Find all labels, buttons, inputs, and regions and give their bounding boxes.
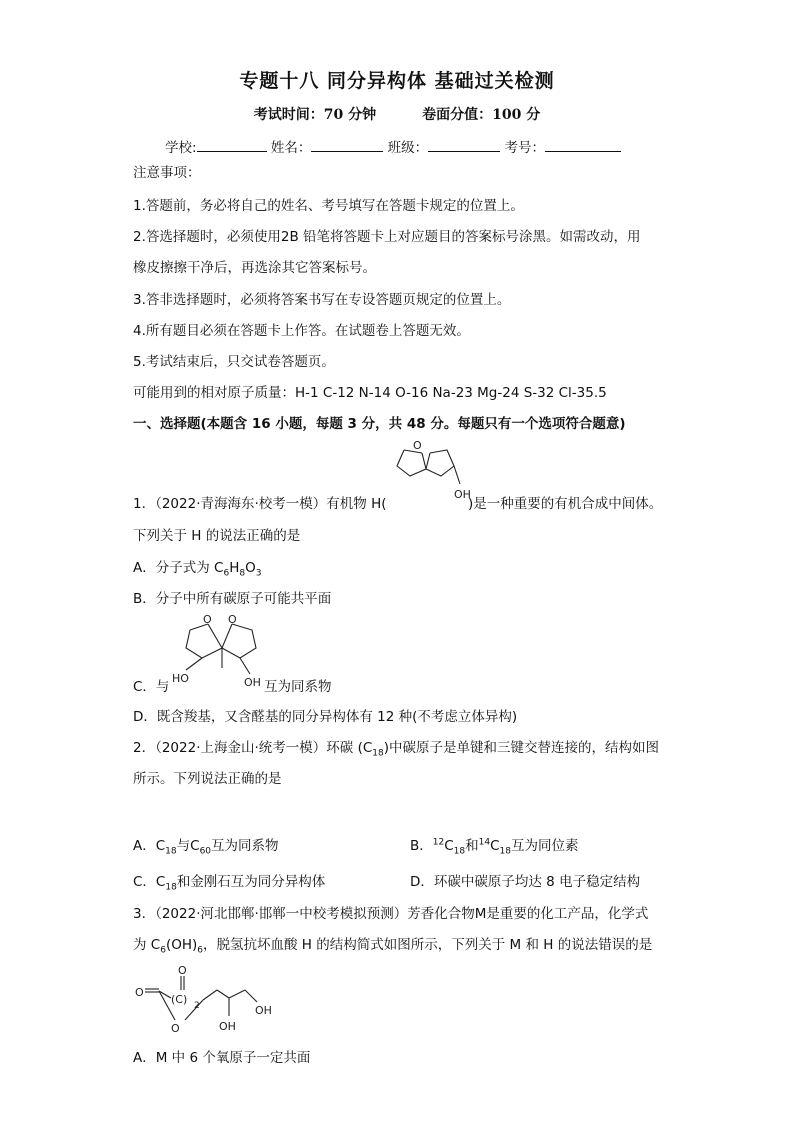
hydroxyl-label: OH xyxy=(255,1004,272,1017)
class-label: 班级： xyxy=(387,140,429,156)
q3-option-a[interactable]: A．M 中 6 个氧原子一定共面 xyxy=(133,1050,311,1066)
q2-option-b[interactable]: B．$^{12}C_{18}$和$^{14}C_{18}$互为同位素 xyxy=(410,837,579,857)
class-blank[interactable] xyxy=(428,139,500,152)
hydroxyl-label: OH xyxy=(219,1020,236,1033)
q2-option-c[interactable]: C．$C_{18}$和金刚石互为同分异构体 xyxy=(133,874,326,893)
exam-score: 卷面分值：100 分 xyxy=(422,107,541,123)
oxygen-label: O xyxy=(203,613,212,626)
school-label: 学校: xyxy=(165,140,197,156)
q2-option-d[interactable]: D．环碳中碳原子均达 8 电子稳定结构 xyxy=(410,874,641,890)
q1-option-b[interactable]: B．分子中所有碳原子可能共平面 xyxy=(133,591,332,607)
oxygen-label: O xyxy=(228,613,237,626)
q3-stem-part1: 3．（2022·河北邯郸·邯郸一中校考模拟预测）芳香化合物M是重要的化工产品，化学式 xyxy=(133,906,649,922)
note-item: 5.考试结束后，只交试卷答题页。 xyxy=(133,354,335,370)
school-blank[interactable] xyxy=(197,139,267,152)
hydroxyl-label: HO xyxy=(172,672,189,685)
hydroxyl-label: OH xyxy=(244,676,261,689)
q1-option-d[interactable]: D．既含羧基，又含醛基的同分异构体有 12 种(不考虑立体异构) xyxy=(133,709,518,725)
note-item: 2.答选择题时，必须使用2B 铅笔将答题卡上对应题目的答案标号涂黑。如需改动，用 xyxy=(133,229,641,245)
notes-heading: 注意事项： xyxy=(133,165,201,181)
q2-option-a[interactable]: A．$C_{18}$与$C_{60}$互为同系物 xyxy=(133,838,279,857)
name-blank[interactable] xyxy=(311,139,383,152)
note-item: 橡皮擦擦干净后，再选涂其它答案标号。 xyxy=(133,260,376,276)
q1-option-c-post: 互为同系物 xyxy=(264,679,332,695)
q3-stem-part2: 为 $C_6(OH)_6$，脱氢抗坏血酸 H 的结构简式如图所示，下列关于 M 和 H 的说法错误的是 xyxy=(133,937,653,956)
page-title: 专题十八 同分异构体 基础过关检测 xyxy=(239,70,555,92)
oxygen-label: O xyxy=(171,1022,180,1035)
q1-stem-part3: 下列关于 H 的说法正确的是 xyxy=(133,528,301,544)
q1-option-c-structure xyxy=(170,610,276,692)
oxygen-label: O xyxy=(413,439,422,452)
oxygen-label: O xyxy=(178,964,187,977)
section-heading: 一、选择题(本题含 16 小题，每题 3 分，共 48 分。每题只有一个选项符合题意) xyxy=(133,416,626,432)
note-item: 3.答非选择题时，必须将答案书写在专设答题页规定的位置上。 xyxy=(133,292,511,308)
exam-meta xyxy=(0,104,794,124)
q1-stem-part2: )是一种重要的有机合成中间体。 xyxy=(468,496,663,512)
c2-subscript: 2 xyxy=(194,1001,200,1011)
number-blank[interactable] xyxy=(545,139,621,152)
q1-option-c-pre[interactable]: C．与 xyxy=(133,679,170,695)
hydroxyl-label: OH xyxy=(454,488,471,501)
q3-structure-h xyxy=(133,960,283,1038)
name-label: 姓名： xyxy=(270,140,312,156)
note-item: 4.所有题目必须在答题卡上作答。在试题卷上答题无效。 xyxy=(133,323,470,339)
q1-structure-h xyxy=(392,440,474,508)
atomic-masses: 可能用到的相对原子质量：H-1 C-12 N-14 O-16 Na-23 Mg-24 S-32 Cl-35.5 xyxy=(133,385,607,401)
note-item: 1.答题前，务必将自己的姓名、考号填写在答题卡规定的位置上。 xyxy=(133,198,524,214)
oxygen-label: O xyxy=(135,986,144,999)
q1-option-a[interactable]: A．分子式为 $C_6H_8O_3$ xyxy=(133,560,262,579)
q2-stem-part2: 所示。下列说法正确的是 xyxy=(133,771,282,787)
q2-stem-part1: 2．（2022·上海金山·统考一模）环碳 $(C_{18})$中碳原子是单键和三键交替连接的，结构如图 xyxy=(133,740,659,759)
number-label: 考号： xyxy=(504,140,545,156)
exam-time: 考试时间：70 分钟 xyxy=(253,107,377,123)
c2-group-label: (C) xyxy=(171,993,188,1006)
student-info-line xyxy=(165,136,621,156)
q1-stem-part1: 1．（2022·青海海东·校考一模）有机物 H( xyxy=(133,496,387,512)
